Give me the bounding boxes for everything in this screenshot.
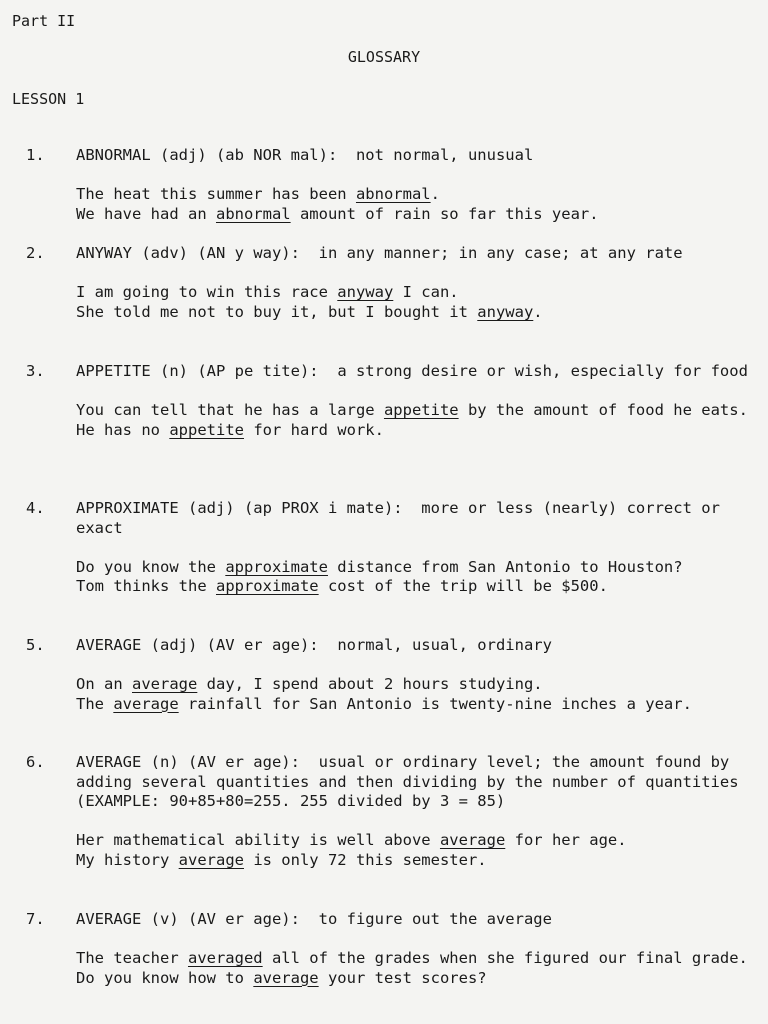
underlined-word: average bbox=[178, 850, 244, 869]
entry-definition bbox=[76, 499, 756, 538]
entry-definition bbox=[76, 753, 756, 812]
entry-definition bbox=[76, 910, 756, 930]
entry-examples bbox=[76, 401, 756, 440]
lesson-heading: LESSON 1 bbox=[12, 90, 85, 108]
underlined-word: approximate bbox=[215, 577, 319, 596]
entry-definition-text: in any manner; in any case; at any rate bbox=[318, 244, 683, 262]
entry-number: 5. bbox=[26, 636, 45, 654]
underlined-word: anyway bbox=[337, 283, 394, 302]
underlined-word: average bbox=[113, 694, 179, 713]
underlined-word: average bbox=[132, 675, 198, 694]
entry-number: 7. bbox=[26, 910, 45, 928]
entry-headword: ANYWAY (adv) (AN y way): bbox=[76, 244, 300, 262]
underlined-word: appetite bbox=[169, 420, 244, 439]
entry-definition-text: normal, usual, ordinary bbox=[337, 636, 552, 654]
example-sentence: The teacher averaged all of the grades when she figured our final grade. bbox=[76, 949, 748, 968]
example-sentence: Do you know the approximate distance from San Antonio to Houston? bbox=[76, 557, 683, 576]
underlined-word: anyway bbox=[477, 302, 534, 321]
entry-headword: AVERAGE (v) (AV er age): bbox=[76, 910, 300, 928]
underlined-word: average bbox=[253, 968, 319, 987]
example-sentence: We have had an abnormal amount of rain so far this year. bbox=[76, 204, 599, 223]
entry-examples bbox=[76, 831, 756, 870]
example-sentence: You can tell that he has a large appetite by the amount of food he eats. bbox=[76, 401, 748, 420]
entry-headword: ABNORMAL (adj) (ab NOR mal): bbox=[76, 146, 338, 164]
entry-number: 6. bbox=[26, 753, 45, 771]
entry-definition bbox=[76, 362, 756, 382]
underlined-word: averaged bbox=[187, 949, 263, 968]
entry-examples bbox=[76, 283, 756, 322]
example-sentence: I am going to win this race anyway I can. bbox=[76, 283, 459, 302]
example-sentence: Tom thinks the approximate cost of the trip will be $500. bbox=[76, 577, 608, 596]
example-sentence: He has no appetite for hard work. bbox=[76, 420, 384, 439]
entry-definition bbox=[76, 146, 756, 166]
entry-headword: APPETITE (n) (AP pe tite): bbox=[76, 362, 319, 380]
example-sentence: On an average day, I spend about 2 hours studying. bbox=[76, 675, 543, 694]
example-sentence: The heat this summer has been abnormal. bbox=[76, 185, 440, 204]
example-sentence: She told me not to buy it, but I bought it anyway. bbox=[76, 302, 543, 321]
entry-definition-text: not normal, unusual bbox=[355, 146, 534, 164]
underlined-word: average bbox=[439, 831, 506, 850]
part-label: Part II bbox=[12, 12, 76, 30]
underlined-word: approximate bbox=[225, 557, 328, 576]
entry-headword: AVERAGE (n) (AV er age): bbox=[76, 753, 300, 771]
entry-number: 4. bbox=[26, 499, 45, 517]
entry-examples bbox=[76, 185, 756, 224]
entry-examples bbox=[76, 675, 756, 714]
example-sentence: The average rainfall for San Antonio is twenty-nine inches a year. bbox=[76, 694, 692, 713]
entry-definition-text: usual or ordinary level; the amount found by adding several quantities and then dividing by the number of quantities (EXAMPLE: 90+85+80=255. 255 divided by 3 = 85) bbox=[76, 753, 739, 811]
entry-headword: APPROXIMATE (adj) (ap PROX i mate): bbox=[76, 499, 403, 517]
page-title: GLOSSARY bbox=[347, 48, 421, 66]
entry-examples bbox=[76, 558, 756, 597]
example-sentence: Her mathematical ability is well above average for her age. bbox=[76, 831, 627, 850]
entry-definition-text: more or less (nearly) correct or exact bbox=[76, 499, 720, 537]
underlined-word: appetite bbox=[383, 401, 459, 420]
entry-examples bbox=[76, 949, 756, 988]
entry-number: 3. bbox=[26, 362, 45, 380]
underlined-word: abnormal bbox=[355, 185, 431, 204]
entry-definition-text: to figure out the average bbox=[318, 910, 552, 928]
entry-definition bbox=[76, 244, 756, 264]
entry-definition-text: a strong desire or wish, especially for food bbox=[337, 362, 748, 380]
entry-number: 2. bbox=[26, 244, 45, 262]
entry-number: 1. bbox=[26, 146, 45, 164]
entry-headword: AVERAGE (adj) (AV er age): bbox=[76, 636, 319, 654]
underlined-word: abnormal bbox=[215, 204, 291, 223]
example-sentence: My history average is only 72 this semester. bbox=[76, 850, 487, 869]
example-sentence: Do you know how to average your test scores? bbox=[76, 968, 487, 987]
entry-definition bbox=[76, 636, 756, 656]
